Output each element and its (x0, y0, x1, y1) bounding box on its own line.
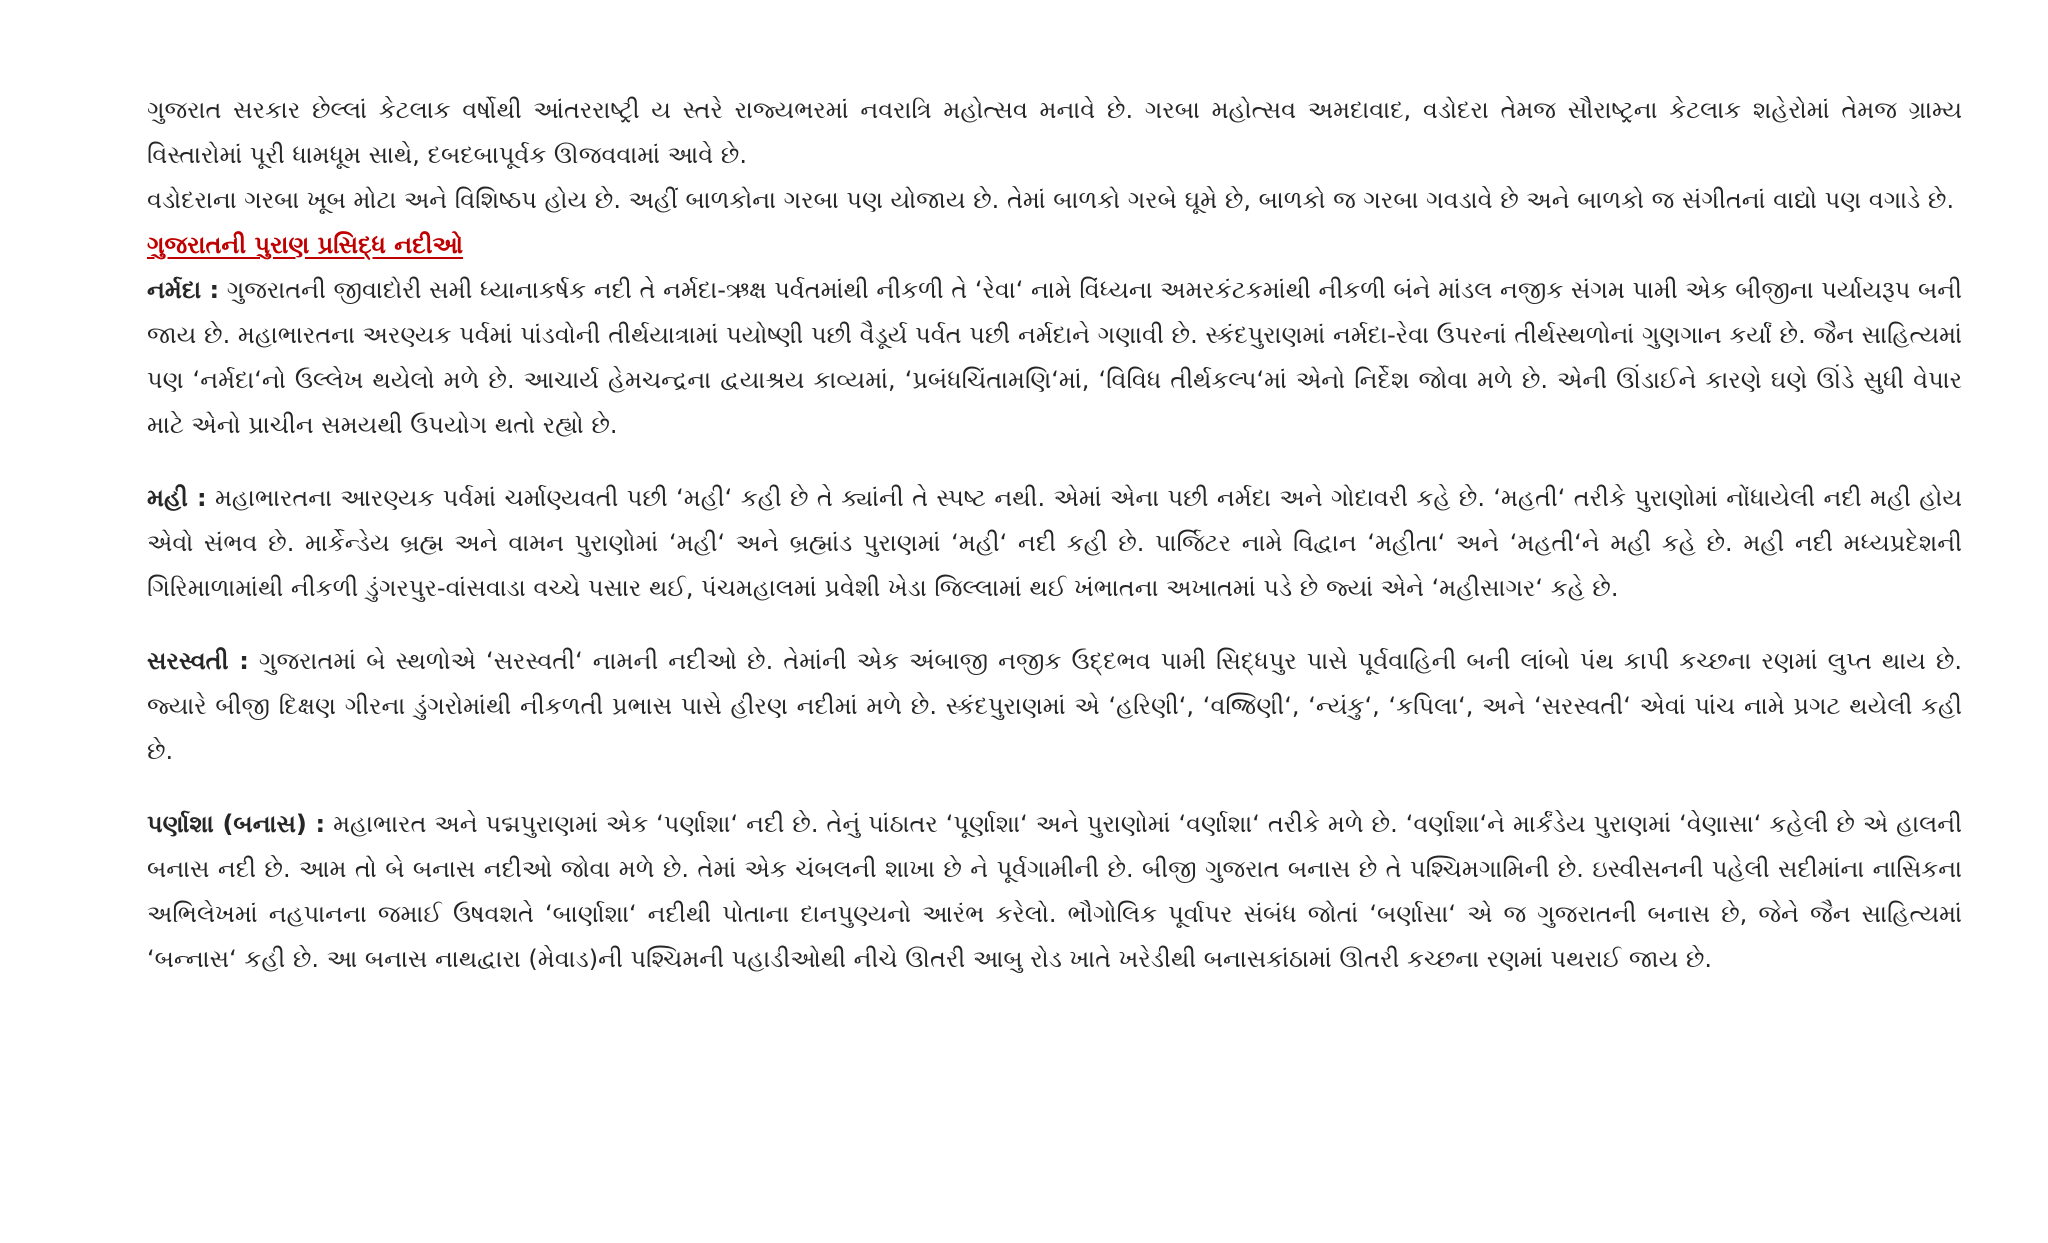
river-text-narmada: ગુજરાતની જીવાદોરી સમી ધ્યાનાકર્ષક નદી તે નર્મદા-ઋક્ષ પર્વતમાંથી નીકળી તે ‘રેવા‘ નામે વિંધ્યના અમરકંટકમાંથી નીકળી બંને માંડલ નજીક સંગમ પામી એક બીજીના પર્યાયરૂપ બની જાય છે. મહાભારતના અરણ્યક પર્વમાં પાંડવોની તીર્થયાત્રામાં પયોષ્ણી પછી વૈડૂર્ય પર્વત પછી નર્મદાને ગણાવી છે. સ્કંદપુરાણમાં નર્મદા-રેવા ઉપરનાં તીર્થસ્થળોનાં ગુણગાન કર્યાં છે. જૈન સાહિત્યમાં પણ ‘નર્મદા‘નો ઉલ્લેખ થયેલો મળે છે. આચાર્ય હેમચન્દ્રના દ્વયાશ્રય કાવ્યમાં, ‘પ્રબંધચિંતામણિ‘માં, ‘વિવિધ તીર્થકલ્પ‘માં એનો નિર્દેશ જોવા મળે છે. એની ઊંડાઈને કારણે ઘણે ઊંડે સુધી વેપાર માટે એનો પ્રાચીન સમયથી ઉપયોગ થતો રહ્યો છે. (147, 276, 1962, 439)
river-term-mahi: મહી : (147, 484, 207, 512)
river-paragraph-parnasha (147, 802, 1962, 982)
river-text-saraswati: ગુજરાતમાં બે સ્થળોએ ‘સરસ્વતી‘ નામની નદીઓ છે. તેમાંની એક અંબાજી નજીક ઉદ્દભવ પામી સિદ્ધપુર પાસે પૂર્વવાહિની બની લાંબો પંથ કાપી કચ્છના રણમાં લુપ્ત થાય છે. જ્યારે બીજી દિક્ષણ ગીરના ડુંગરોમાંથી નીકળતી પ્રભાસ પાસે હીરણ નદીમાં મળે છે. સ્કંદપુરાણમાં એ ‘હરિણી‘, ‘વજ્રિણી‘, ‘ન્યંકુ‘, ‘કપિલા‘, અને ‘સરસ્વતી‘ એવાં પાંચ નામે પ્રગટ થયેલી કહી છે. (147, 647, 1962, 765)
river-paragraph-narmada (147, 268, 1962, 448)
river-paragraph-mahi (147, 476, 1962, 611)
river-text-mahi: મહાભારતના આરણ્યક પર્વમાં ચર્માણ્યવતી પછી ‘મહી‘ કહી છે તે ક્યાંની તે સ્પષ્ટ નથી. એમાં એના પછી નર્મદા અને ગોદાવરી કહે છે. ‘મહતી‘ તરીકે પુરાણોમાં નોંધાયેલી નદી મહી હોય એવો સંભવ છે. માર્કેન્ડેય બ્રહ્મ અને વામન પુરાણોમાં ‘મહી‘ અને બ્રહ્માંડ પુરાણમાં ‘મહી‘ નદી કહી છે. પાર્જિટર નામે વિદ્વાન ‘મહીતા‘ અને ‘મહતી‘ને મહી કહે છે. મહી નદી મધ્યપ્રદેશની ગિરિમાળામાંથી નીકળી ડુંગરપુર-વાંસવાડા વચ્ચે પસાર થઈ, પંચમહાલમાં પ્રવેશી ખેડા જિલ્લામાં થઈ ખંભાતના અખાતમાં પડે છે જ્યાં એને ‘મહીસાગર‘ કહે છે. (147, 484, 1963, 602)
river-term-saraswati: સરસ્વતી : (147, 647, 249, 675)
document-body (147, 88, 1962, 982)
river-text-parnasha: મહાભારત અને પદ્મપુરાણમાં એક ‘પર્ણાશા‘ નદી છે. તેનું પાંઠાતર ‘પૂર્ણાશા‘ અને પુરાણોમાં ‘વર્ણાશા‘ તરીકે મળે છે. ‘વર્ણાશા‘ને માર્કંડેય પુરાણમાં ‘વેણાસા‘ કહેલી છે એ હાલની બનાસ નદી છે. આમ તો બે બનાસ નદીઓ જોવા મળે છે. તેમાં એક ચંબલની શાખા છે ને પૂર્વગામીની છે. બીજી ગુજરાત બનાસ છે તે પશ્ચિમગામિની છે. ઇસ્વીસનની પહેલી સદીમાંના નાસિકના અભિલેખમાં નહપાનના જમાઈ ઉષવશતે ‘બાર્ણાશા‘ નદીથી પોતાના દાનપુણ્યનો આરંભ કરેલો. ભૌગોલિક પૂર્વાપર સંબંધ જોતાં ‘બર્ણાસા‘ એ જ ગુજરાતની બનાસ છે, જેને જૈન સાહિત્યમાં ‘બન્નાસ‘ કહી છે. આ બનાસ નાથદ્વારા (મેવાડ)ની પશ્ચિમની પહાડીઓથી નીચે ઊતરી આબુ રોડ ખાતે ખરેડીથી બનાસકાંઠામાં ઊતરી કચ્છના રણમાં પથરાઈ જાય છે. (147, 810, 1962, 973)
river-term-parnasha: પર્ણાશા (બનાસ) : (147, 810, 326, 838)
intro-paragraph-1: ગુજરાત સરકાર છેલ્લાં કેટલાક વર્ષોથી આંતરરાષ્ટ્રી ય સ્તરે રાજ્યભરમાં નવરાત્રિ મહોત્સવ મનાવે છે. ગરબા મહોત્સવ અમદાવાદ, વડોદરા તેમજ સૌરાષ્ટ્રના કેટલાક શહેરોમાં તેમજ ગ્રામ્ય વિસ્તારોમાં પૂરી ધામધૂમ સાથે, દબદબાપૂર્વક ઊજવવામાં આવે છે. (147, 96, 1962, 169)
river-paragraph-saraswati (147, 639, 1962, 774)
section-heading: ગુજરાતની પુરાણ પ્રસિદ્ધ નદીઓ (147, 231, 463, 259)
river-term-narmada: નર્મદા : (147, 276, 220, 304)
intro-paragraph-2: વડોદરાના ગરબા ખૂબ મોટા અને વિશિષ્ઠપ હોય છે. અહીં બાળકોના ગરબા પણ યોજાય છે. તેમાં બાળકો ગરબે ઘૂમે છે, બાળકો જ ગરબા ગવડાવે છે અને બાળકો જ સંગીતનાં વાદ્યો પણ વગાડે છે. (147, 186, 1955, 214)
